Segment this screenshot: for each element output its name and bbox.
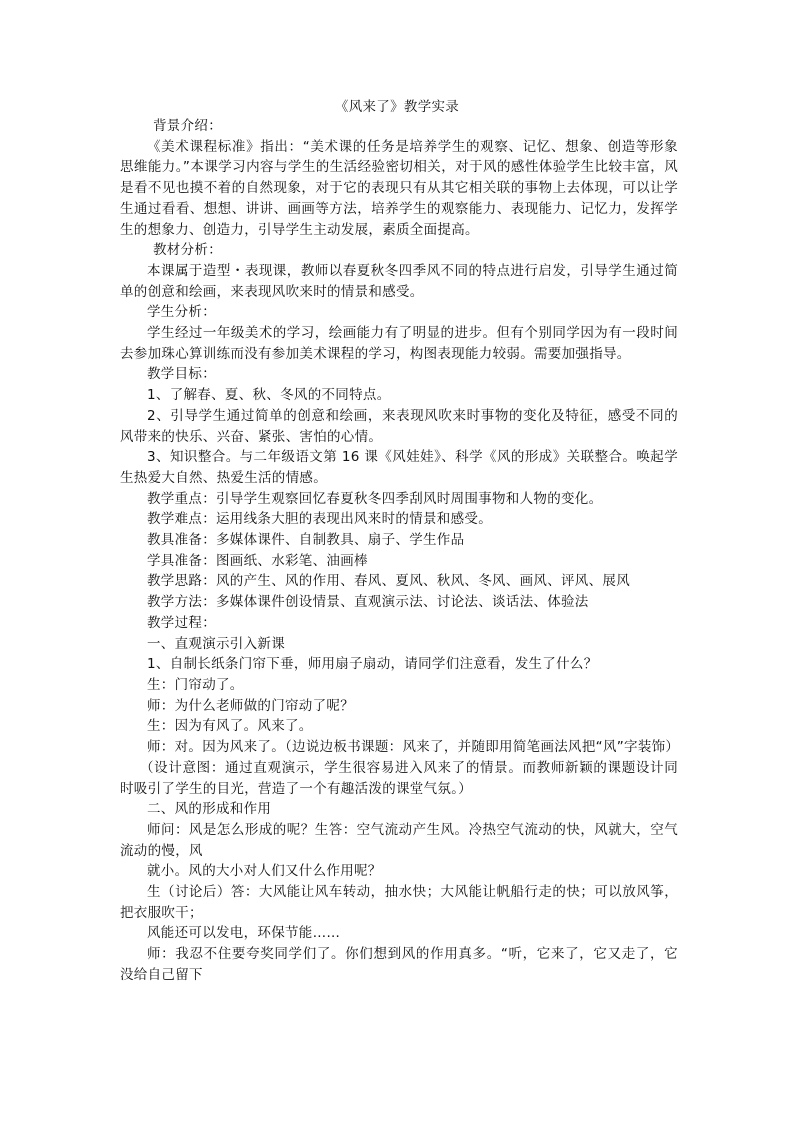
heading-material: 教材分析： [153,242,222,259]
goal-item: 1、了解春、夏、秋、冬风的不同特点。 [147,387,391,404]
section-heading: 一、直观演示引入新课 [147,635,285,652]
dialogue-line: 1、自制长纸条门帘下垂，师用扇子扇动，请同学们注意看，发生了什么？ [147,656,598,673]
dialogue-line: 风能还可以发电，环保节能…… [147,925,341,942]
key-point: 教学重点：引导学生观察回忆春夏秋冬四季刮风时周围事物和人物的变化。 [147,490,603,507]
teaching-idea: 教学思路：风的产生、风的作用、春风、夏风、秋风、冬风、画风、评风、展风 [147,573,630,590]
document-title: 《风来了》教学实录 [334,99,460,115]
heading-goals: 教学目标： [147,366,216,383]
goal-item: 3、知识整合。与二年级语文第 16 课《风娃娃》、科学《风的形成》关联整合。唤起学生热爱大自然、热爱生活的情感。 [120,449,678,486]
learning-aids: 学具准备：图画纸、水彩笔、油画棒 [147,552,368,569]
dialogue-line: 师：我忍不住要夸奖同学们了。你们想到风的作用真多。“听，它来了，它又走了，它没给自己留下 [120,946,678,983]
dialogue-line: 生：因为有风了。风来了。 [147,718,313,735]
goal-item: 2、引导学生通过简单的创意和绘画，来表现风吹来时事物的变化及特征，感受不同的风带来的快乐、兴奋、紧张、害怕的心情。 [120,407,678,445]
design-intent: （设计意图：通过直观演示，学生很容易进入风来了的情景。而教师新颖的课题设计同时吸引了学生的目光，营造了一个有趣活泼的课堂气氛。） [120,759,678,797]
difficult-point: 教学难点：运用线条大胆的表现出风来时的情景和感受。 [147,511,492,528]
dialogue-line: 生（讨论后）答：大风能让风车转动，抽水快；大风能让帆船行走的快；可以放风筝，把衣服吹干； [120,884,678,921]
teaching-aids: 教具准备：多媒体课件、自制教具、扇子、学生作品 [147,532,465,549]
document-body [120,116,678,986]
dialogue-line: 就小。风的大小对人们又什么作用呢？ [147,863,382,880]
paragraph-material: 本课属于造型・表现课，教师以春夏秋冬四季风不同的特点进行启发，引导学生通过简单的创意和绘画，来表现风吹来时的情景和感受。 [120,262,678,300]
heading-students: 学生分析： [147,304,216,321]
heading-process: 教学过程： [147,614,216,631]
heading-background: 背景介绍： [153,118,222,134]
dialogue-line: 师：对。因为风来了。（边说边板书课题：风来了，并随即用简笔画法风把“风”字装饰） [147,739,680,756]
paragraph-background: 《美术课程标准》指出：“美术课的任务是培养学生的观察、记忆、想象、创造等形象思维能力。”本课学习内容与学生的生活经验密切相关，对于风的感性体验学生比较丰富，风是看不见也摸不着的自然现象，对于它的表现只有从其它相关联的事物上去体现，可以让学生通过看看、想想、讲讲、画画等方法，培养学生的观察能力、表现能力、记忆力，发挥学生的想象力、创造力，引导学生主动发展，素质全面提高。 [120,138,678,238]
dialogue-line: 生：门帘动了。 [147,676,244,693]
section-heading: 二、风的形成和作用 [147,801,272,818]
dialogue-line: 师问：风是怎么形成的呢？生答：空气流动产生风。冷热空气流动的快，风就大，空气流动的慢，风 [120,821,678,859]
dialogue-line: 师：为什么老师做的门帘动了呢？ [147,697,354,714]
paragraph-students: 学生经过一年级美术的学习，绘画能力有了明显的进步。但有个别同学因为有一段时间去参加珠心算训练而没有参加美术课程的学习，构图表现能力较弱。需要加强指导。 [120,325,678,362]
teaching-method: 教学方法：多媒体课件创设情景、直观演示法、讨论法、谈话法、体验法 [147,594,589,611]
